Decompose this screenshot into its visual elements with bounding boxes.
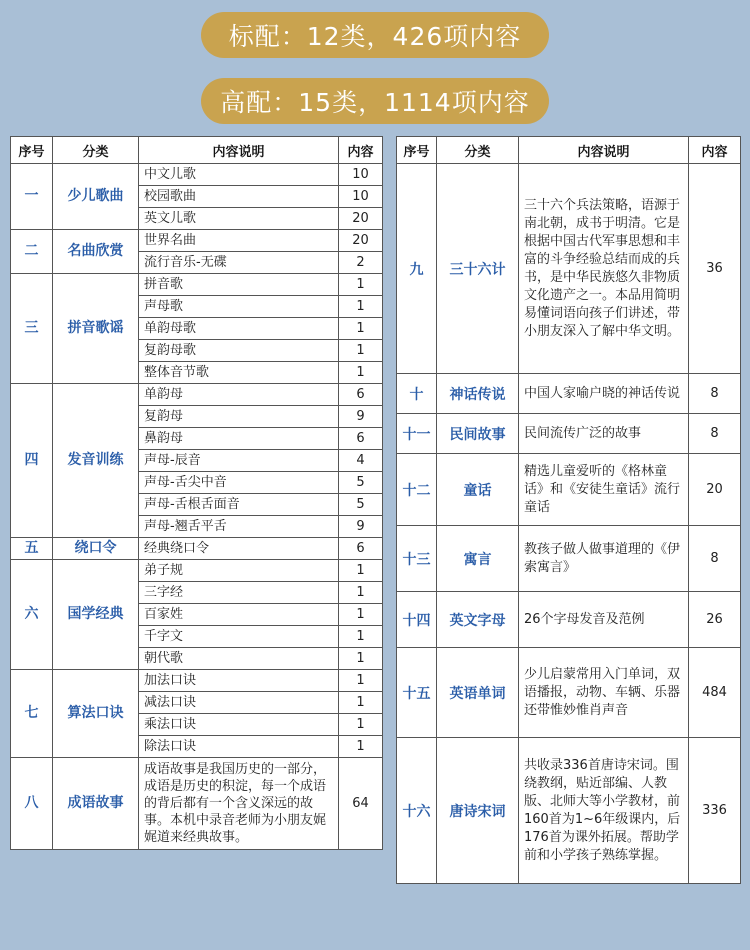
row-category: 童话 [437,454,519,526]
row-description: 朝代歌 [139,648,339,670]
table-row [11,164,383,186]
row-count: 8 [689,414,741,454]
header-count: 内容 [339,137,383,164]
row-number: 十六 [397,738,437,884]
row-category: 英语单词 [437,648,519,738]
content-table-left [10,136,383,850]
row-category: 发音训练 [53,384,139,538]
table-row [397,526,741,592]
row-description: 拼音歌 [139,274,339,296]
row-count: 64 [339,758,383,850]
row-description: 整体音节歌 [139,362,339,384]
row-count: 5 [339,472,383,494]
row-count: 1 [339,604,383,626]
row-count: 1 [339,340,383,362]
row-count: 20 [339,230,383,252]
row-count: 1 [339,582,383,604]
high-config-banner: 高配：15类，1114项内容 [201,78,549,124]
row-description: 复韵母歌 [139,340,339,362]
row-description: 共收录336首唐诗宋词。围绕教纲，贴近部编、人教版、北师大等小学教材，前160首为1~6年级课内，后176首为课外拓展。帮助学前和小学孩子熟练掌握。 [519,738,689,884]
table-row [397,414,741,454]
row-count: 5 [339,494,383,516]
row-description: 精选儿童爱听的《格林童话》和《安徒生童话》流行童话 [519,454,689,526]
row-count: 336 [689,738,741,884]
table-row [11,538,383,560]
table-row [11,274,383,296]
row-description: 复韵母 [139,406,339,428]
row-description: 中国人家喻户晓的神话传说 [519,374,689,414]
row-description: 民间流传广泛的故事 [519,414,689,454]
content-table-right [396,136,741,884]
row-count: 10 [339,164,383,186]
row-description: 英文儿歌 [139,208,339,230]
row-count: 10 [339,186,383,208]
table-row [11,670,383,692]
row-description: 百家姓 [139,604,339,626]
row-category: 民间故事 [437,414,519,454]
row-description: 单韵母歌 [139,318,339,340]
table-header-row [397,137,741,164]
header-category: 分类 [53,137,139,164]
row-count: 1 [339,362,383,384]
row-count: 1 [339,648,383,670]
table-row [11,384,383,406]
row-description: 经典绕口令 [139,538,339,560]
row-number: 六 [11,560,53,670]
row-count: 1 [339,274,383,296]
row-count: 20 [689,454,741,526]
row-number: 八 [11,758,53,850]
row-description: 千字文 [139,626,339,648]
row-number: 十三 [397,526,437,592]
header-no: 序号 [397,137,437,164]
table-row [397,592,741,648]
row-description: 成语故事是我国历史的一部分，成语是历史的积淀，每一个成语的背后都有一个含义深远的故事。本机中录音老师为小朋友娓娓道来经典故事。 [139,758,339,850]
row-count: 1 [339,560,383,582]
row-description: 单韵母 [139,384,339,406]
row-number: 十四 [397,592,437,648]
row-description: 声母-舌根舌面音 [139,494,339,516]
row-description: 教孩子做人做事道理的《伊索寓言》 [519,526,689,592]
row-description: 声母-舌尖中音 [139,472,339,494]
row-count: 1 [339,318,383,340]
row-number: 十二 [397,454,437,526]
row-count: 9 [339,516,383,538]
table-row [11,560,383,582]
row-category: 少儿歌曲 [53,164,139,230]
row-count: 4 [339,450,383,472]
row-description: 声母歌 [139,296,339,318]
row-category: 三十六计 [437,164,519,374]
row-category: 唐诗宋词 [437,738,519,884]
row-description: 声母-辰音 [139,450,339,472]
row-description: 三字经 [139,582,339,604]
row-count: 26 [689,592,741,648]
table-row [11,230,383,252]
row-count: 1 [339,714,383,736]
header-count: 内容 [689,137,741,164]
row-description: 声母-翘舌平舌 [139,516,339,538]
row-description: 世界名曲 [139,230,339,252]
row-count: 6 [339,428,383,450]
row-category: 英文字母 [437,592,519,648]
row-description: 减法口诀 [139,692,339,714]
table-row [397,164,741,374]
row-description: 乘法口诀 [139,714,339,736]
row-count: 484 [689,648,741,738]
row-number: 四 [11,384,53,538]
header-description: 内容说明 [139,137,339,164]
row-count: 20 [339,208,383,230]
row-description: 少儿启蒙常用入门单词，双语播报，动物、车辆、乐器还带惟妙惟肖声音 [519,648,689,738]
table-row [11,758,383,850]
row-number: 十一 [397,414,437,454]
row-category: 成语故事 [53,758,139,850]
header-description: 内容说明 [519,137,689,164]
row-description: 加法口诀 [139,670,339,692]
row-count: 1 [339,736,383,758]
row-count: 9 [339,406,383,428]
table-row [397,738,741,884]
row-count: 6 [339,538,383,560]
header-no: 序号 [11,137,53,164]
row-category: 国学经典 [53,560,139,670]
table-row [397,648,741,738]
row-number: 十五 [397,648,437,738]
row-count: 8 [689,526,741,592]
row-description: 三十六个兵法策略，语源于南北朝，成书于明清。它是根据中国古代军事思想和丰富的斗争经验总结而成的兵书，是中华民族悠久非物质文化遗产之一。本品用简明易懂词语向孩子们讲述，带小朋友深入了解中华文明。 [519,164,689,374]
row-description: 校园歌曲 [139,186,339,208]
row-description: 弟子规 [139,560,339,582]
row-number: 三 [11,274,53,384]
row-count: 36 [689,164,741,374]
row-number: 十 [397,374,437,414]
row-category: 拼音歌谣 [53,274,139,384]
row-count: 2 [339,252,383,274]
row-category: 名曲欣赏 [53,230,139,274]
row-category: 算法口诀 [53,670,139,758]
row-category: 神话传说 [437,374,519,414]
row-number: 一 [11,164,53,230]
row-count: 1 [339,296,383,318]
header-category: 分类 [437,137,519,164]
standard-config-banner: 标配：12类，426项内容 [201,12,549,58]
row-number: 七 [11,670,53,758]
row-count: 8 [689,374,741,414]
row-description: 26个字母发音及范例 [519,592,689,648]
row-count: 1 [339,670,383,692]
row-description: 鼻韵母 [139,428,339,450]
row-category: 寓言 [437,526,519,592]
table-row [397,454,741,526]
row-description: 除法口诀 [139,736,339,758]
row-category: 绕口令 [53,538,139,560]
row-count: 1 [339,626,383,648]
table-row [397,374,741,414]
row-count: 6 [339,384,383,406]
row-number: 二 [11,230,53,274]
row-description: 流行音乐-无碟 [139,252,339,274]
row-count: 1 [339,692,383,714]
row-number: 五 [11,538,53,560]
row-description: 中文儿歌 [139,164,339,186]
row-number: 九 [397,164,437,374]
table-header-row [11,137,383,164]
